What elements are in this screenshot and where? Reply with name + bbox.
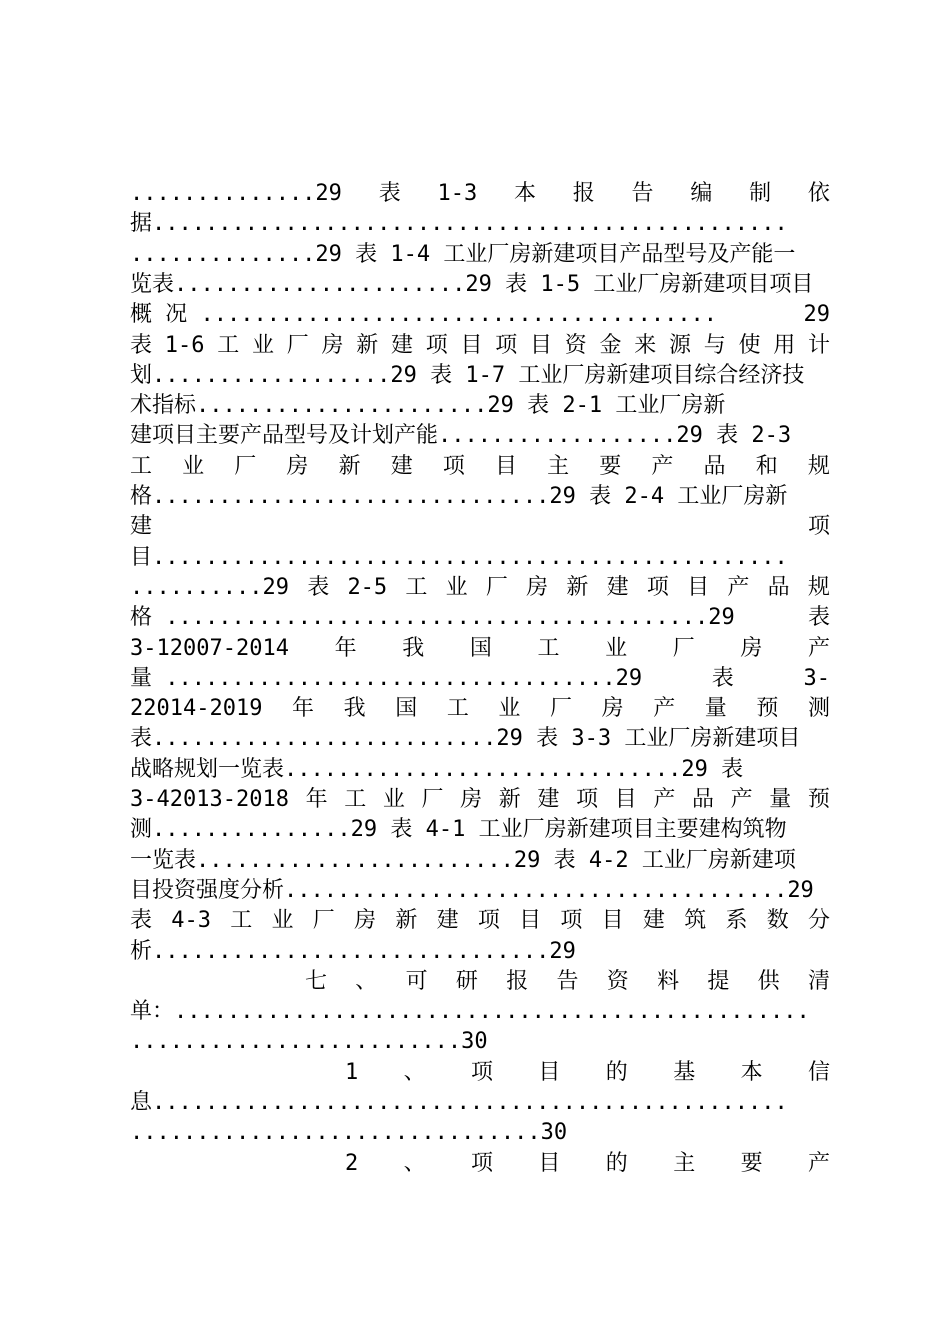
toc-token: 编	[690, 181, 713, 206]
toc-token: 我	[402, 636, 425, 661]
toc-line	[345, 1149, 830, 1179]
toc-line: 单：................................................	[130, 999, 810, 1024]
toc-token: 、	[355, 969, 378, 994]
toc-token: 项	[425, 333, 448, 358]
toc-token: 业	[382, 787, 405, 812]
toc-token: 品	[767, 575, 790, 600]
toc-token: 项	[471, 1151, 494, 1176]
toc-token: 用	[773, 333, 796, 358]
toc-token: 预	[807, 787, 830, 812]
toc-token: 工	[446, 696, 469, 721]
toc-line	[130, 331, 830, 361]
toc-token: 告	[631, 181, 654, 206]
toc-token: 房	[354, 908, 377, 933]
toc-token: 量	[704, 696, 727, 721]
toc-line: .........................30	[130, 1029, 488, 1054]
toc-token: 品	[691, 787, 714, 812]
toc-token: 金	[599, 333, 622, 358]
toc-line: 表..........................29 表 3-3 工业厂房新建项目	[130, 726, 801, 751]
toc-token: 、	[403, 1060, 426, 1085]
toc-token: 目	[538, 1151, 561, 1176]
toc-token: 建	[130, 514, 153, 539]
toc-token: 研	[455, 969, 478, 994]
toc-token: 目	[687, 575, 710, 600]
toc-token: 工	[130, 454, 153, 479]
toc-token: 、	[403, 1151, 426, 1176]
toc-token: 建	[537, 787, 560, 812]
toc-line	[130, 512, 830, 542]
toc-line	[130, 179, 830, 209]
toc-token: 新	[356, 333, 379, 358]
toc-token: 建	[606, 575, 629, 600]
toc-token: 房	[321, 333, 344, 358]
toc-token: 要	[599, 454, 622, 479]
toc-token: 建	[436, 908, 459, 933]
toc-token: 系	[725, 908, 748, 933]
toc-token: 项	[576, 787, 599, 812]
toc-token: 年	[305, 787, 328, 812]
toc-token: 工	[217, 333, 240, 358]
toc-token: ..........29	[130, 575, 289, 600]
toc-line: ...............................30	[130, 1120, 568, 1145]
toc-token: 3-42013-2018	[130, 787, 289, 812]
toc-token: 2	[345, 1151, 359, 1176]
toc-token: 品	[703, 454, 726, 479]
toc-token: 厂	[312, 908, 335, 933]
toc-token: 新	[338, 454, 361, 479]
toc-token: 分	[807, 908, 830, 933]
toc-token: 使	[738, 333, 761, 358]
toc-token: 年	[292, 696, 315, 721]
toc-token: 资	[606, 969, 629, 994]
toc-token: 1-6	[164, 333, 205, 358]
toc-token: 可	[405, 969, 428, 994]
toc-token: 项	[471, 1060, 494, 1085]
toc-token: 建	[390, 333, 413, 358]
toc-token: 量 ..................................29	[130, 666, 643, 691]
toc-token: 的	[605, 1060, 628, 1085]
toc-token: 1-3	[437, 181, 478, 206]
toc-token: 表	[130, 333, 153, 358]
toc-token: 量	[769, 787, 792, 812]
toc-token: 工	[230, 908, 253, 933]
toc-line	[345, 1058, 830, 1088]
toc-token: 厂	[485, 575, 508, 600]
toc-token: 国	[395, 696, 418, 721]
toc-token: 产	[651, 454, 674, 479]
toc-token: 表	[711, 666, 734, 691]
toc-line	[130, 573, 830, 603]
toc-token: 厂	[550, 696, 573, 721]
toc-line: 息................................................	[130, 1090, 788, 1115]
toc-token: 主	[547, 454, 570, 479]
toc-token: 资	[564, 333, 587, 358]
toc-token: 业	[445, 575, 468, 600]
toc-token: 项	[807, 514, 830, 539]
toc-token: 目	[460, 333, 483, 358]
toc-token: 工	[537, 636, 560, 661]
toc-token: 概 况 .......................................	[130, 302, 718, 327]
toc-token: 2-5	[347, 575, 388, 600]
toc-token: 项	[477, 908, 500, 933]
toc-token: 规	[807, 575, 830, 600]
toc-token: 项	[442, 454, 465, 479]
toc-token: 项	[560, 908, 583, 933]
toc-token: 房	[286, 454, 309, 479]
toc-token: 工	[344, 787, 367, 812]
toc-token: 表	[807, 605, 830, 630]
toc-token: 项	[646, 575, 669, 600]
toc-token: 和	[755, 454, 778, 479]
toc-token: 业	[498, 696, 521, 721]
toc-line: 览表......................29 表 1-5 工业厂房新建项目项目	[130, 272, 814, 297]
toc-line: 术指标......................29 表 2-1 工业厂房新	[130, 393, 726, 418]
toc-token: 报	[572, 181, 595, 206]
toc-token: 主	[673, 1151, 696, 1176]
toc-token: 工	[405, 575, 428, 600]
toc-line: ..............29 表 1-4 工业厂房新建项目产品型号及产能一	[130, 242, 796, 267]
toc-token: 目	[601, 908, 624, 933]
toc-line	[130, 694, 830, 724]
toc-line	[305, 967, 830, 997]
toc-token: 告	[556, 969, 579, 994]
toc-token: 料	[657, 969, 680, 994]
toc-token: 产	[730, 787, 753, 812]
toc-token: 的	[605, 1151, 628, 1176]
toc-line	[130, 906, 830, 936]
toc-token: 产	[653, 696, 676, 721]
toc-line: 划..................29 表 1-7 工业厂房新建项目综合经济技	[130, 363, 805, 388]
toc-token: 厂	[672, 636, 695, 661]
toc-token: 厂	[286, 333, 309, 358]
toc-line: 格..............................29 表 2-4 工业厂房新	[130, 484, 788, 509]
toc-token: 表	[378, 181, 401, 206]
toc-token: 基	[673, 1060, 696, 1085]
toc-token: 表	[130, 908, 153, 933]
toc-line: 建项目主要产品型号及计划产能..................29 表 2-3	[130, 423, 792, 448]
toc-token: 格 .........................................29	[130, 605, 735, 630]
toc-token: 报	[506, 969, 529, 994]
toc-line	[130, 634, 830, 664]
toc-token: 筑	[684, 908, 707, 933]
toc-token: 产	[807, 1151, 830, 1176]
toc-token: 22014-2019	[130, 696, 263, 721]
toc-token: 规	[807, 454, 830, 479]
toc-token: 依	[807, 181, 830, 206]
toc-token: 项	[495, 333, 518, 358]
toc-token: 房	[460, 787, 483, 812]
toc-token: 厂	[421, 787, 444, 812]
toc-token: 本	[513, 181, 536, 206]
toc-token: 新	[498, 787, 521, 812]
toc-line	[130, 300, 830, 330]
toc-token: 要	[740, 1151, 763, 1176]
toc-token: 产	[807, 636, 830, 661]
toc-token: 目	[494, 454, 517, 479]
toc-token: 新	[566, 575, 589, 600]
toc-token: 提	[707, 969, 730, 994]
toc-token: 计	[807, 333, 830, 358]
toc-token: 业	[251, 333, 274, 358]
toc-token: 目	[529, 333, 552, 358]
toc-token: 建	[642, 908, 665, 933]
toc-token: 与	[703, 333, 726, 358]
toc-token: 房	[601, 696, 624, 721]
toc-token: 产	[727, 575, 750, 600]
toc-token: 来	[634, 333, 657, 358]
toc-token: 目	[519, 908, 542, 933]
toc-token: 业	[182, 454, 205, 479]
toc-line: 目投资强度分析......................................29	[130, 878, 814, 903]
toc-token: 房	[740, 636, 763, 661]
toc-token: 29	[803, 302, 830, 327]
toc-token: 我	[343, 696, 366, 721]
toc-line	[130, 603, 830, 633]
toc-token: 本	[740, 1060, 763, 1085]
toc-token: 国	[469, 636, 492, 661]
toc-token: 1	[345, 1060, 359, 1085]
toc-token: 3-12007-2014	[130, 636, 289, 661]
toc-token: 新	[395, 908, 418, 933]
toc-token: ..............29	[130, 181, 342, 206]
toc-token: 预	[756, 696, 779, 721]
toc-token: 数	[766, 908, 789, 933]
toc-token: 七	[305, 969, 328, 994]
toc-token: 供	[757, 969, 780, 994]
toc-token: 业	[271, 908, 294, 933]
toc-line	[130, 664, 830, 694]
toc-token: 源	[668, 333, 691, 358]
toc-token: 房	[526, 575, 549, 600]
toc-token: 表	[307, 575, 330, 600]
toc-token: 年	[334, 636, 357, 661]
toc-line: 据................................................	[130, 211, 788, 236]
toc-token: 产	[653, 787, 676, 812]
toc-token: 信	[807, 1060, 830, 1085]
toc-line: 析..............................29	[130, 939, 576, 964]
toc-line	[130, 785, 830, 815]
toc-token: 业	[605, 636, 628, 661]
toc-line: 战略规划一览表..............................29 表	[130, 757, 744, 782]
toc-token: 厂	[234, 454, 257, 479]
toc-line: 一览表........................29 表 4-2 工业厂房新建项	[130, 848, 796, 873]
toc-line	[130, 452, 830, 482]
toc-token: 测	[807, 696, 830, 721]
toc-token: 制	[749, 181, 772, 206]
toc-token: 3-	[803, 666, 830, 691]
toc-token: 4-3	[171, 908, 212, 933]
toc-line: 测...............29 表 4-1 工业厂房新建项目主要建构筑物	[130, 817, 787, 842]
toc-token: 建	[390, 454, 413, 479]
toc-token: 清	[807, 969, 830, 994]
toc-line: 目................................................	[130, 545, 788, 570]
toc-token: 目	[538, 1060, 561, 1085]
toc-token: 目	[614, 787, 637, 812]
